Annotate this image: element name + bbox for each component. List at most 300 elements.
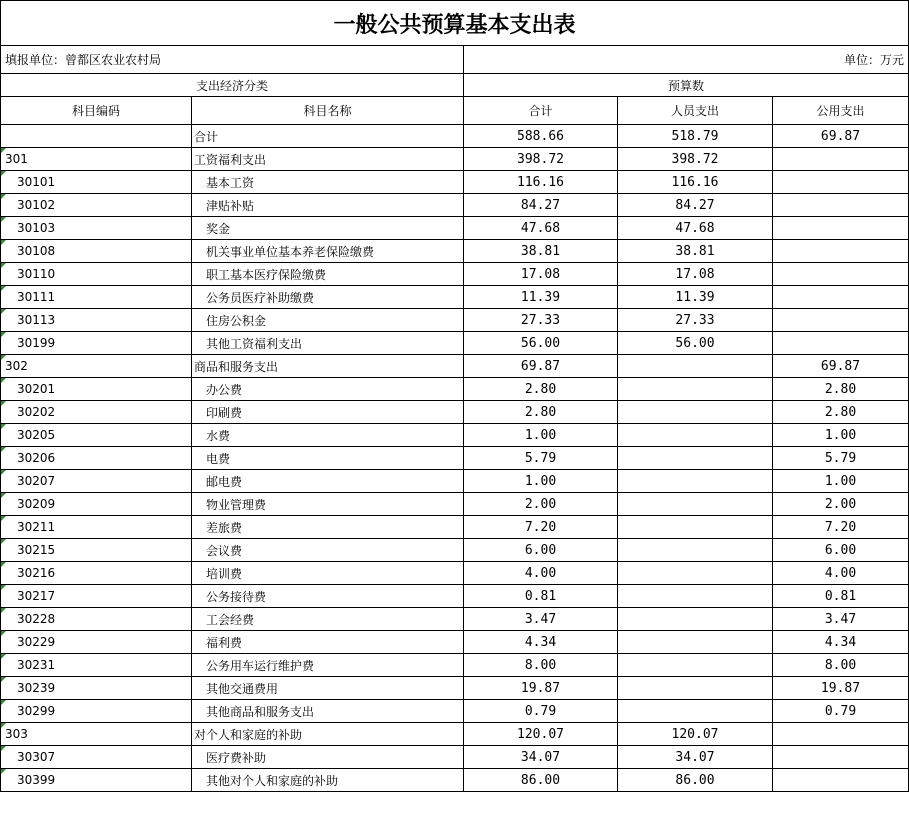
cell-public-text: 0.79 [824,703,857,719]
cell-code-text: 30202 [17,405,56,419]
cell-name[interactable] [192,332,464,355]
cell-total[interactable] [464,631,618,654]
cell-code-text: 30206 [17,451,56,465]
cell-total[interactable] [464,562,618,585]
cell-total-text: 84.27 [520,197,561,213]
cell-code[interactable] [1,654,192,677]
cell-public-text: 69.87 [820,358,861,374]
cell-marker-icon [1,194,6,199]
cell-name[interactable] [192,631,464,654]
header-budget: 预算数 [464,74,909,97]
cell-code[interactable] [1,355,192,378]
cell-name-text: 对个人和家庭的补助 [194,727,303,742]
cell-total-text: 47.68 [520,220,561,236]
cell-public[interactable] [773,654,909,677]
cell-public[interactable] [773,746,909,769]
cell-name-text: 基本工资 [206,175,255,190]
cell-code[interactable] [1,631,192,654]
cell-public[interactable] [773,263,909,286]
cell-personnel[interactable] [618,700,773,723]
cell-public-text: 7.20 [824,519,857,535]
cell-total[interactable] [464,470,618,493]
cell-total-text: 0.81 [524,588,557,604]
cell-name-text: 差旅费 [206,520,243,535]
table-row [1,654,909,677]
table-row [1,240,909,263]
table-row [1,424,909,447]
cell-total-text: 4.00 [524,565,557,581]
cell-personnel-text: 120.07 [671,726,719,742]
cell-total-text: 3.47 [524,611,557,627]
cell-code-text: 30231 [17,658,56,672]
cell-code[interactable] [1,125,192,148]
cell-public-text: 19.87 [820,680,861,696]
cell-total-text: 38.81 [520,243,561,259]
cell-name[interactable] [192,286,464,309]
cell-personnel[interactable] [618,470,773,493]
cell-code[interactable] [1,608,192,631]
table-row [1,769,909,792]
cell-name-text: 物业管理费 [206,497,267,512]
cell-total[interactable] [464,493,618,516]
cell-marker-icon [1,585,6,590]
cell-code-text: 30211 [17,520,56,534]
cell-public[interactable] [773,125,909,148]
cell-name-text: 其他交通费用 [206,681,279,696]
page-title: 一般公共预算基本支出表 [1,1,909,46]
cell-public[interactable] [773,332,909,355]
table-row [1,562,909,585]
cell-name-text: 公务接待费 [206,589,267,604]
cell-marker-icon [1,677,6,682]
cell-name[interactable] [192,470,464,493]
cell-public[interactable] [773,700,909,723]
cell-code[interactable] [1,309,192,332]
cell-marker-icon [1,424,6,429]
cell-personnel-text: 518.79 [671,128,719,144]
cell-total[interactable] [464,585,618,608]
cell-total-text: 8.00 [524,657,557,673]
cell-public-text: 1.00 [824,427,857,443]
cell-name[interactable] [192,263,464,286]
cell-personnel[interactable] [618,171,773,194]
cell-code[interactable] [1,700,192,723]
cell-code[interactable] [1,378,192,401]
cell-name-text: 其他对个人和家庭的补助 [206,773,339,788]
cell-public-text: 5.79 [824,450,857,466]
cell-total[interactable] [464,263,618,286]
cell-personnel-text: 11.39 [675,289,715,305]
cell-personnel[interactable] [618,378,773,401]
header-code: 科目编码 [1,97,192,125]
cell-name-text: 福利费 [206,635,243,650]
cell-personnel[interactable] [618,746,773,769]
cell-name[interactable] [192,562,464,585]
cell-public[interactable] [773,148,909,171]
cell-name[interactable] [192,493,464,516]
cell-name[interactable] [192,401,464,424]
cell-personnel[interactable] [618,608,773,631]
cell-public[interactable] [773,585,909,608]
cell-marker-icon [1,769,6,774]
cell-personnel[interactable] [618,217,773,240]
cell-code[interactable] [1,332,192,355]
cell-public[interactable] [773,194,909,217]
cell-public-text: 4.00 [824,565,857,581]
header-personnel: 人员支出 [618,97,773,125]
cell-personnel[interactable] [618,401,773,424]
cell-marker-icon [1,470,6,475]
cell-total-text: 34.07 [520,749,561,765]
cell-personnel[interactable] [618,194,773,217]
cell-marker-icon [1,263,6,268]
cell-code-text: 30205 [17,428,56,442]
cell-code-text: 30103 [17,221,56,235]
cell-total-text: 5.79 [524,450,557,466]
cell-personnel[interactable] [618,309,773,332]
cell-code-text: 30307 [17,750,56,764]
cell-public[interactable] [773,493,909,516]
cell-total[interactable] [464,332,618,355]
cell-total[interactable] [464,447,618,470]
cell-total-text: 17.08 [520,266,561,282]
cell-public[interactable] [773,240,909,263]
cell-public[interactable] [773,723,909,746]
cell-name[interactable] [192,746,464,769]
cell-marker-icon [1,355,6,360]
cell-total-text: 116.16 [517,174,564,190]
cell-personnel-text: 84.27 [675,197,715,213]
table-row [1,355,909,378]
cell-code-text: 30299 [17,704,56,718]
cell-total[interactable] [464,654,618,677]
cell-code-text: 30209 [17,497,56,511]
cell-public[interactable] [773,562,909,585]
cell-marker-icon [1,378,6,383]
cell-code[interactable] [1,286,192,309]
cell-total[interactable] [464,516,618,539]
cell-code[interactable] [1,194,192,217]
cell-total[interactable] [464,746,618,769]
cell-code[interactable] [1,447,192,470]
cell-marker-icon [1,516,6,521]
cell-total-text: 2.00 [524,496,557,512]
table-row [1,700,909,723]
cell-total-text: 11.39 [520,289,561,305]
cell-marker-icon [1,171,6,176]
cell-personnel-text: 56.00 [675,335,715,351]
cell-code[interactable] [1,746,192,769]
cell-code-text: 30111 [17,290,56,304]
cell-name-text: 公务员医疗补助缴费 [206,290,315,305]
cell-code-text: 30229 [17,635,56,649]
cell-marker-icon [1,654,6,659]
cell-marker-icon [1,539,6,544]
cell-personnel[interactable] [618,286,773,309]
cell-code[interactable] [1,677,192,700]
cell-total[interactable] [464,240,618,263]
cell-code-text: 30399 [17,773,56,787]
cell-total[interactable] [464,217,618,240]
cell-name[interactable] [192,171,464,194]
cell-name[interactable] [192,148,464,171]
table-row [1,309,909,332]
cell-name[interactable] [192,424,464,447]
cell-public[interactable] [773,286,909,309]
cell-personnel-text: 86.00 [675,772,715,788]
cell-name-text: 工会经费 [206,612,255,627]
cell-total-text: 2.80 [524,404,557,420]
cell-public[interactable] [773,309,909,332]
cell-public[interactable] [773,631,909,654]
cell-public[interactable] [773,608,909,631]
cell-name[interactable] [192,539,464,562]
table-row [1,447,909,470]
header-name: 科目名称 [192,97,464,125]
cell-personnel[interactable] [618,769,773,792]
cell-name[interactable] [192,217,464,240]
cell-total[interactable] [464,148,618,171]
cell-name-text: 津贴补贴 [206,198,255,213]
cell-code-text: 30110 [17,267,56,281]
cell-personnel[interactable] [618,493,773,516]
cell-code[interactable] [1,493,192,516]
cell-total[interactable] [464,677,618,700]
cell-personnel[interactable] [618,148,773,171]
table-row [1,723,909,746]
cell-name-text: 奖金 [206,221,231,236]
cell-public[interactable] [773,447,909,470]
cell-total[interactable] [464,355,618,378]
cell-personnel[interactable] [618,447,773,470]
cell-total[interactable] [464,769,618,792]
cell-code-text: 30216 [17,566,56,580]
cell-personnel[interactable] [618,516,773,539]
cell-code-text: 30101 [17,175,56,189]
cell-public[interactable] [773,470,909,493]
cell-personnel-text: 17.08 [675,266,715,282]
cell-total[interactable] [464,700,618,723]
cell-public-text: 8.00 [824,657,857,673]
cell-public[interactable] [773,401,909,424]
cell-total-text: 1.00 [524,427,557,443]
cell-name-text: 医疗费补助 [206,750,267,765]
cell-total-text: 2.80 [524,381,557,397]
cell-code-text: 30199 [17,336,56,350]
table-row [1,286,909,309]
cell-total-text: 6.00 [524,542,557,558]
cell-name[interactable] [192,585,464,608]
cell-total[interactable] [464,125,618,148]
cell-personnel[interactable] [618,562,773,585]
cell-name-text: 其他工资福利支出 [206,336,303,351]
cell-name[interactable] [192,723,464,746]
cell-name[interactable] [192,194,464,217]
header-public: 公用支出 [773,97,909,125]
cell-name[interactable] [192,355,464,378]
cell-marker-icon [1,309,6,314]
cell-total[interactable] [464,401,618,424]
cell-name[interactable] [192,447,464,470]
cell-public-text: 2.80 [824,404,857,420]
cell-marker-icon [1,700,6,705]
cell-name-text: 公务用车运行维护费 [206,658,315,673]
cell-personnel-text: 398.72 [671,151,719,167]
cell-personnel[interactable] [618,585,773,608]
cell-public[interactable] [773,424,909,447]
cell-personnel[interactable] [618,355,773,378]
cell-public-text: 4.34 [824,634,857,650]
cell-marker-icon [1,148,6,153]
cell-total[interactable] [464,194,618,217]
cell-name-text: 电费 [206,451,231,466]
cell-code[interactable] [1,401,192,424]
cell-personnel[interactable] [618,424,773,447]
cell-total[interactable] [464,171,618,194]
cell-code-text: 303 [5,727,28,741]
cell-name[interactable] [192,125,464,148]
cell-marker-icon [1,608,6,613]
table-row [1,125,909,148]
cell-total-text: 69.87 [520,358,561,374]
cell-name[interactable] [192,309,464,332]
cell-name-text: 商品和服务支出 [194,359,279,374]
cell-code-text: 30228 [17,612,56,626]
table-row [1,677,909,700]
cell-public[interactable] [773,677,909,700]
cell-name[interactable] [192,516,464,539]
cell-name[interactable] [192,700,464,723]
cell-code[interactable] [1,217,192,240]
cell-marker-icon [1,217,6,222]
cell-marker-icon [1,723,6,728]
cell-total-text: 1.00 [524,473,557,489]
cell-name[interactable] [192,654,464,677]
cell-public-text: 69.87 [820,128,861,144]
cell-public[interactable] [773,355,909,378]
currency-unit: 单位：万元 [464,46,909,74]
cell-marker-icon [1,240,6,245]
cell-code[interactable] [1,516,192,539]
cell-total[interactable] [464,309,618,332]
cell-name[interactable] [192,608,464,631]
table-row [1,148,909,171]
cell-code[interactable] [1,148,192,171]
cell-code[interactable] [1,470,192,493]
cell-total-text: 56.00 [520,335,561,351]
cell-total-text: 120.07 [517,726,564,742]
header-total: 合计 [464,97,618,125]
cell-marker-icon [1,286,6,291]
table-row [1,608,909,631]
cell-personnel[interactable] [618,125,773,148]
cell-public-text: 1.00 [824,473,857,489]
cell-personnel[interactable] [618,654,773,677]
cell-code[interactable] [1,723,192,746]
cell-public[interactable] [773,217,909,240]
cell-total-text: 27.33 [520,312,561,328]
cell-code-text: 30113 [17,313,56,327]
cell-name-text: 其他商品和服务支出 [206,704,315,719]
cell-code[interactable] [1,240,192,263]
cell-public[interactable] [773,378,909,401]
cell-total[interactable] [464,723,618,746]
cell-total-text: 0.79 [524,703,557,719]
reporting-unit: 填报单位：曾都区农业农村局 [1,46,464,74]
cell-code[interactable] [1,769,192,792]
cell-code[interactable] [1,171,192,194]
cell-name[interactable] [192,240,464,263]
cell-name-text: 培训费 [206,566,243,581]
cell-code-text: 30239 [17,681,56,695]
cell-name-text: 会议费 [206,543,243,558]
cell-total-text: 86.00 [520,772,561,788]
cell-total-text: 588.66 [517,128,564,144]
cell-marker-icon [1,493,6,498]
cell-personnel-text: 27.33 [675,312,715,328]
cell-total-text: 19.87 [520,680,561,696]
table-row [1,539,909,562]
cell-total-text: 7.20 [524,519,557,535]
cell-code[interactable] [1,539,192,562]
cell-public[interactable] [773,171,909,194]
cell-total[interactable] [464,539,618,562]
cell-total[interactable] [464,286,618,309]
cell-public[interactable] [773,539,909,562]
cell-personnel[interactable] [618,539,773,562]
header-category: 支出经济分类 [1,74,464,97]
cell-name-text: 办公费 [206,382,243,397]
cell-code[interactable] [1,424,192,447]
cell-personnel[interactable] [618,723,773,746]
cell-code[interactable] [1,263,192,286]
cell-public-text: 3.47 [824,611,857,627]
table-row [1,470,909,493]
cell-name[interactable] [192,769,464,792]
cell-marker-icon [1,562,6,567]
cell-name-text: 住房公积金 [206,313,267,328]
table-row [1,194,909,217]
cell-marker-icon [1,746,6,751]
cell-total[interactable] [464,608,618,631]
table-row [1,631,909,654]
cell-public-text: 2.00 [824,496,857,512]
cell-name[interactable] [192,677,464,700]
cell-total[interactable] [464,378,618,401]
cell-personnel[interactable] [618,240,773,263]
table-row [1,516,909,539]
cell-marker-icon [1,401,6,406]
cell-personnel-text: 34.07 [675,749,715,765]
cell-name[interactable] [192,378,464,401]
cell-public-text: 2.80 [824,381,857,397]
cell-code[interactable] [1,585,192,608]
table-row [1,401,909,424]
cell-public[interactable] [773,769,909,792]
table-row [1,332,909,355]
table-row [1,746,909,769]
cell-personnel[interactable] [618,263,773,286]
cell-total[interactable] [464,424,618,447]
cell-code[interactable] [1,562,192,585]
cell-personnel[interactable] [618,332,773,355]
cell-code-text: 30201 [17,382,56,396]
table-row [1,171,909,194]
cell-personnel-text: 116.16 [671,174,719,190]
cell-personnel[interactable] [618,631,773,654]
cell-public[interactable] [773,516,909,539]
cell-personnel[interactable] [618,677,773,700]
